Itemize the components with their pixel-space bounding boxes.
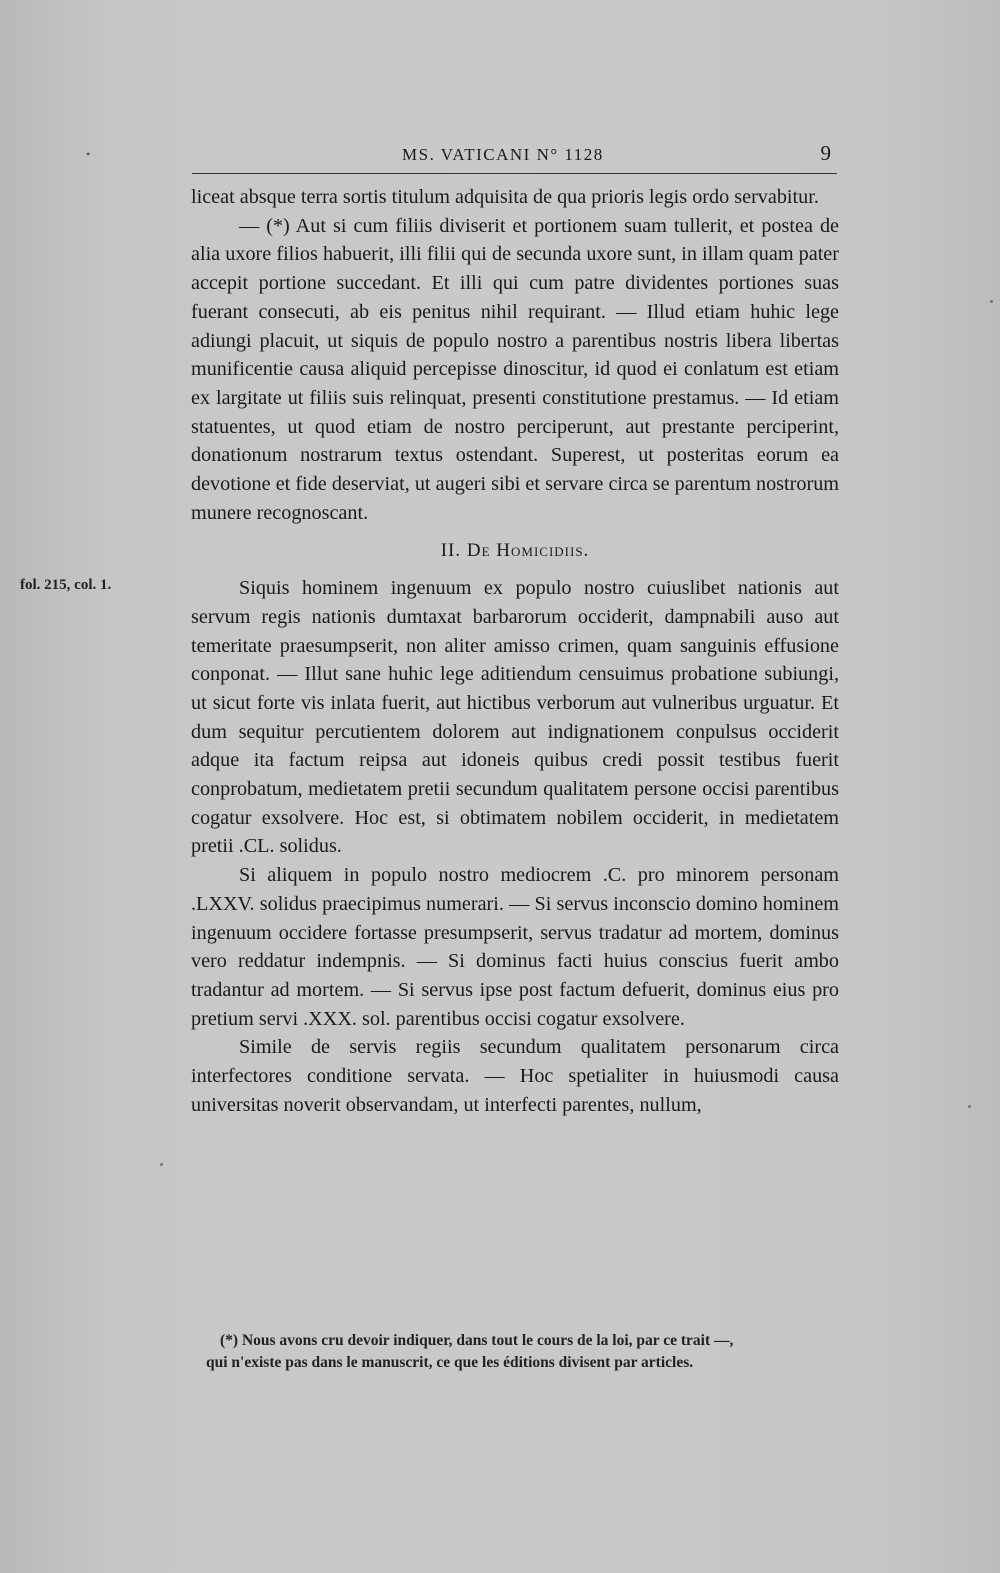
footnote-line-2: qui n'existe pas dans le manuscrit, ce que les éditions divisent par articles.	[206, 1354, 694, 1371]
paragraph-continuation: liceat absque terra sortis titulum adquisita de qua prioris legis ordo servabitur.	[191, 186, 819, 208]
section-heading: II. De Homicidiis.	[440, 540, 590, 562]
page-number: 9	[820, 141, 831, 165]
margin-note: fol. 215, col. 1.	[20, 577, 112, 593]
paragraph-homicide-1: Siquis hominem ingenuum ex populo nostro cuiuslibet nationis aut servum regis nationis dumtaxat barbarorum occiderit, dampnabili auso aut temeritate praesumpserit, non aliter amisso crimen, quam sanguinis effusione conponat. — Illut sane huhic lege aditiendum censuimus probatione subiungi, ut sicut forte vis inlata fuerit, aut hictibus verborum aut vulneribus urguatur. Et dum sequitur percutientem dolorem aut indignationem conpulsus occiderit adque ita factum reipsa aut idoneis quibus credi possit testibus fuerit conprobatum, medietatem pretii secundum qualitatem persone occisi parentibus cogatur exsolvere. Hoc est, si obtimatem nobilem occiderit, in medietatem pretii .CL. solidus.	[191, 577, 839, 858]
paragraph-succession: — (*) Aut si cum filiis diviserit et portionem suam tullerit, et postea de alia uxore filios habuerit, illi filii qui de secunda uxore sunt, in illam quam pater accepit portione succedant. Et illi qui cum patre dividentes portiones suas fuerant consecuti, ab eis penitus nihil requirant. — Illud etiam huhic lege adiungi placuit, ut siquis de populo nostro a parentibus nostris libera libertas munificentie causa aliquid percepisse dinoscitur, id quod ei conlatum est etiam ex largitate ut filiis suis relinquat, presenti constitutione prestamus. — Id etiam statuentes, ut quod etiam de nostro perciperunt, aut prestante perciperint, donationum nostrarum textus ostendant. Superest, ut posteritas eorum ea devotione et fide deserviat, ut augeri sibi et servare circa se parentum nostrorum munere recognoscant.	[191, 214, 839, 524]
paragraph-homicide-3: Simile de servis regiis secundum qualitatem personarum circa interfectores conditione servata. — Hoc spetialiter in huiusmodi causa universitas noverit observandam, ut interfecti parentes, nullum,	[191, 1036, 839, 1116]
header-ornament: •	[86, 147, 91, 161]
footnote-line-1: (*) Nous avons cru devoir indiquer, dans tout le cours de la loi, par ce trait —,	[220, 1332, 734, 1349]
paper-speck	[968, 1105, 971, 1108]
paper-speck	[990, 300, 993, 303]
paper-speck	[160, 1163, 163, 1166]
running-title: MS. VATICANI N° 1128	[402, 145, 604, 164]
paragraph-homicide-2: Si aliquem in populo nostro mediocrem .C. pro minorem personam .LXXV. solidus praecipimus numerari. — Si servus inconscio domino hominem ingenuum occidere fortasse presumpserit, servus tradatur ad mortem, dominus vero reddatur indempnis. — Si dominus facti huius conscius fuerit ambo tradantur ad mortem. — Si servus ipse post factum defuerit, dominus eius pro pretium servi .XXX. sol. parentibus occisi cogatur exsolvere.	[191, 864, 839, 1030]
header-rule	[192, 173, 837, 174]
footnote	[206, 1330, 846, 1374]
main-text	[191, 183, 839, 1120]
page-header	[192, 141, 837, 171]
